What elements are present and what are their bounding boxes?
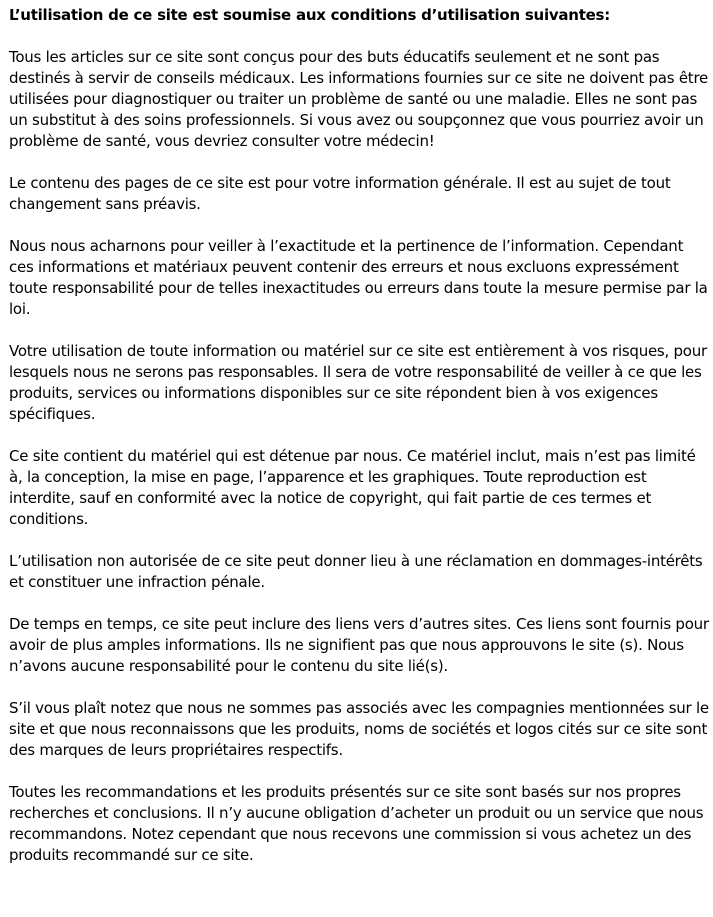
paragraph-user-risk: Votre utilisation de toute information ou matériel sur ce site est entièrement à vos risques, pour lesquels nous ne serons pas responsables. Il sera de votre responsabilité de veiller à ce que les produits, services ou informations disponibles sur ce site répondent bien à vos exigences spécifiques. xyxy=(9,342,707,423)
paragraph-accuracy: Nous nous acharnons pour veiller à l’exactitude et la pertinence de l’information. Cependant ces informations et matériaux peuvent contenir des erreurs et nous excluons expressément toute responsabilité pour de telles inexactitudes ou erreurs dans toute la mesure permise par la loi. xyxy=(9,237,708,318)
paragraph-unauthorized-use: L’utilisation non autorisée de ce site peut donner lieu à une réclamation en dommages-intérêts et constituer une infraction pénale. xyxy=(9,552,703,591)
paragraph-copyright: Ce site contient du matériel qui est détenue par nous. Ce matériel inclut, mais n’est pas limité à, la conception, la mise en page, l’apparence et les graphiques. Toute reproduction est interdite, sauf en conformité avec la notice de copyright, qui fait partie de ces termes et conditions. xyxy=(9,447,696,528)
paragraph-recommendations: Toutes les recommandations et les produits présentés sur ce site sont basés sur nos propres recherches et conclusions. Il n’y aucune obligation d’acheter un produit ou un service que nous recommandons. Notez cependant que nous recevons une commission si vous achetez un des produits recommandé sur ce site. xyxy=(9,783,704,864)
paragraph-external-links: De temps en temps, ce site peut inclure des liens vers d’autres sites. Ces liens sont fournis pour avoir de plus amples informations. Ils ne signifient pas que nous approuvons le site (s). Nous n’avons aucune responsabilité pour le contenu du site lié(s). xyxy=(9,615,709,675)
paragraph-general-information: Le contenu des pages de ce site est pour votre information générale. Il est au sujet de tout changement sans préavis. xyxy=(9,174,671,213)
paragraph-medical-disclaimer: Tous les articles sur ce site sont conçus pour des buts éducatifs seulement et ne sont pas destinés à servir de conseils médicaux. Les informations fournies sur ce site ne doivent pas être utilisées pour diagnostiquer ou traiter un problème de santé ou une maladie. Elles ne sont pas un substitut à des soins professionnels. Si vous avez ou soupçonnez que vous pourriez avoir un problème de santé, vous devriez consulter votre médecin! xyxy=(9,48,709,150)
paragraph-trademarks: S’il vous plaît notez que nous ne sommes pas associés avec les compagnies mentionnées sur le site et que nous reconnaissons que les produits, noms de sociétés et logos cités sur ce site sont des marques de leurs propriétaires respectifs. xyxy=(9,699,709,759)
terms-document xyxy=(9,5,709,866)
terms-heading: L’utilisation de ce site est soumise aux conditions d’utilisation suivantes: xyxy=(9,6,610,24)
